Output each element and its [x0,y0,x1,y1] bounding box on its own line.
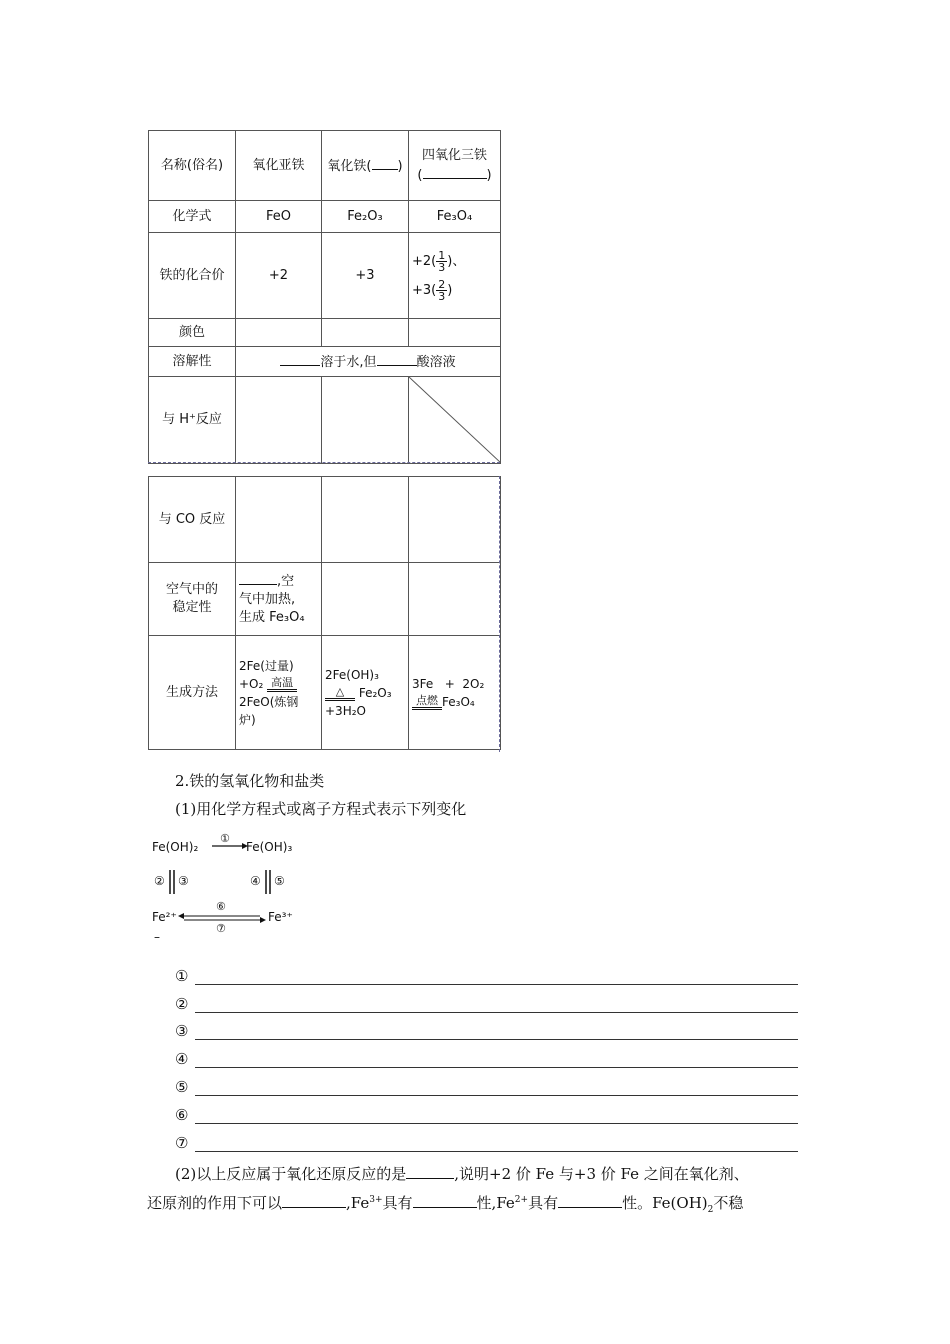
method-text: +O₂ [239,676,264,691]
table-row [149,636,501,750]
stability-feo [236,563,322,636]
method-text: 3Fe + 2O₂ [412,676,485,691]
answer-cell [409,563,501,636]
answer-line[interactable] [175,995,798,1015]
fe3-ion-label: Fe³⁺ [268,910,293,924]
header-feo: 氧化亚铁 [236,131,322,201]
fill-blank[interactable] [406,1162,454,1179]
step-5-label: ⑤ [274,874,285,888]
q2-text: 性。Fe(OH) [622,1194,708,1212]
question-2-line-2 [147,1190,743,1220]
answer-rule [195,1067,798,1068]
q2-text: 不稳 [713,1194,744,1212]
answer-line[interactable] [175,1134,798,1154]
label-co: 与 CO 反应 [149,477,236,563]
header-fe2o3-text: 氧化铁( [327,158,372,174]
step-2-label: ② [154,874,165,888]
equals-bar [412,707,442,710]
answer-cell [409,477,501,563]
label-formula: 化学式 [149,201,236,233]
label-color: 颜色 [149,319,236,347]
step-3-label: ③ [178,874,189,888]
header-name: 名称(俗名) [149,131,236,201]
answer-rule [195,1039,798,1040]
answer-number: ⑤ [175,1078,189,1096]
header-fe2o3 [322,131,409,201]
formula-feo: FeO [236,201,322,233]
header-fe3o4-close: ) [486,167,492,183]
reaction-arrow [325,686,355,701]
q2-text: ,Fe [346,1194,370,1212]
frac-den: 3 [438,289,446,303]
answer-rule [195,984,798,985]
method-text: 2FeO(炼钢 [239,694,299,709]
charge-superscript: 3+ [369,1195,383,1205]
fe-oh-2-label: Fe(OH)₂ [152,840,199,854]
reaction-arrow [267,677,297,692]
section-heading: 2.铁的氢氧化物和盐类 [175,772,325,790]
fill-blank[interactable] [282,1191,346,1208]
equals-bar [267,689,297,692]
method-text: 2Fe(过量) [239,658,294,673]
answer-rule [195,1123,798,1124]
q2-text: 具有 [382,1194,413,1212]
method-fe2o3 [322,636,409,750]
header-fe3o4-open: ( [417,167,423,183]
label-acid: 与 H⁺反应 [149,377,236,464]
table-row [149,131,501,201]
blank [372,156,398,170]
valence-fe2o3: +3 [322,233,409,319]
step-7-label: ⑦ [216,922,226,935]
fraction-one-third [436,250,447,273]
na-cell [409,377,501,464]
formula-subscript: 2 [707,1205,714,1215]
page-edge-dash [499,476,500,752]
method-text: Fe₂O₃ [358,685,392,700]
method-fe3o4 [409,636,501,750]
answer-line[interactable] [175,1050,798,1070]
answer-number: ⑦ [175,1134,189,1152]
method-text: +3H₂O [325,703,366,718]
method-feo [236,636,322,750]
formula-fe3o4: Fe₃O₄ [409,201,501,233]
q2-text: 具有 [528,1194,559,1212]
fe-oh-3-label: Fe(OH)₃ [246,840,293,854]
reaction-condition: △ [335,684,345,698]
valence-text: +2( [412,253,437,269]
valence-feo: +2 [236,233,322,319]
valence-text: +3( [412,282,437,298]
method-text: 炉) [239,712,256,727]
step-6-label: ⑥ [216,900,226,913]
table-row [149,201,501,233]
label-method: 生成方法 [149,636,236,750]
answer-line[interactable] [175,1078,798,1098]
answer-cell [322,477,409,563]
step-4-label: ④ [250,874,261,888]
iron-oxides-table-continued [148,476,501,750]
fraction-two-thirds [436,279,447,302]
fill-blank[interactable] [558,1191,622,1208]
q2-text: (2)以上反应属于氧化还原反应的是 [175,1165,407,1183]
solubility-text [236,347,501,377]
table-row [149,477,501,563]
table-row [149,233,501,319]
conversion-diagram [150,832,310,947]
header-fe3o4 [409,131,501,201]
blank [239,571,277,585]
valence-text: )、 [447,253,466,269]
table-row [149,563,501,636]
header-fe2o3-close: ) [397,158,403,174]
table-row [149,319,501,347]
step-1-label: ① [220,832,230,845]
question-1: (1)用化学方程式或离子方程式表示下列变化 [175,800,467,818]
reaction-arrow [412,695,442,710]
answer-number: ④ [175,1050,189,1068]
header-fe3o4-text: 四氧化三铁 [421,147,487,163]
answer-line[interactable] [175,1106,798,1126]
answer-cell [236,319,322,347]
iron-oxides-table [148,130,501,464]
diagonal-line-icon [409,377,501,463]
reaction-condition: 点燃 [416,693,438,707]
answer-cell [322,563,409,636]
answer-number: ③ [175,1022,189,1040]
answer-cell [409,319,501,347]
table-row [149,377,501,464]
frac-den: 3 [438,260,446,274]
valence-text: ) [447,282,453,298]
answer-number: ② [175,995,189,1013]
method-text: Fe₃O₄ [442,694,475,709]
answer-rule [195,1151,798,1152]
answer-cell [322,319,409,347]
q2-text: ,说明+2 价 Fe 与+3 价 Fe 之间在氧化剂、 [454,1165,749,1183]
charge-superscript: 2+ [514,1195,529,1205]
formula-fe2o3: Fe₂O₃ [322,201,409,233]
q2-text: 还原剂的作用下可以 [147,1194,283,1212]
answer-number: ① [175,967,189,985]
answer-cell [236,377,322,464]
blank [423,165,487,179]
reaction-condition: 高温 [271,675,294,689]
page-break-dash [148,462,500,463]
valence-fe3o4 [409,233,501,319]
answer-cell [236,477,322,563]
solubility-part2: 酸溶液 [416,354,456,370]
stability-text: 生成 Fe₃O₄ [239,610,305,625]
blank [377,352,417,366]
solubility-part1: 溶于水,但 [320,354,377,370]
method-text: 2Fe(OH)₃ [325,667,379,682]
answer-rule [195,1095,798,1096]
stability-text: ,空 [277,574,295,589]
fill-blank[interactable] [413,1191,477,1208]
fe2-ion-label: Fe²⁺ [152,910,177,924]
equals-bar [325,698,355,701]
label-solubility: 溶解性 [149,347,236,377]
blank [280,352,320,366]
answer-number: ⑥ [175,1106,189,1124]
answer-rule [195,1012,798,1013]
answer-cell [322,377,409,464]
table-row [149,347,501,377]
stray-dash: – [154,930,160,944]
frac-num: 2 [438,277,446,291]
q2-text: 性,Fe [476,1194,515,1212]
stability-text: 气中加热, [239,592,296,607]
question-2-line-1 [175,1162,749,1184]
answer-line[interactable] [175,1022,798,1042]
answer-line[interactable] [175,967,798,987]
label-valence: 铁的化合价 [149,233,236,319]
label-stability: 空气中的稳定性 [149,563,236,636]
frac-num: 1 [438,248,446,262]
